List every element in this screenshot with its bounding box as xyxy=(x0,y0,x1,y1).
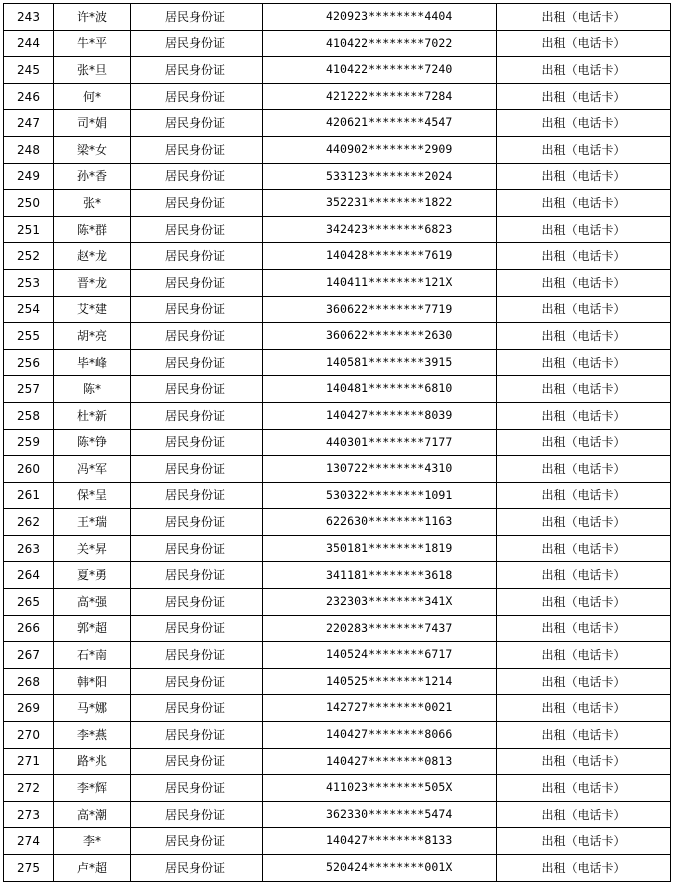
id-number-cell: 533123********2024 xyxy=(263,163,497,190)
usage-cell: 出租（电话卡） xyxy=(497,429,671,456)
id-type-cell: 居民身份证 xyxy=(131,30,263,57)
table-row xyxy=(4,110,671,137)
id-number-cell: 411023********505X xyxy=(263,775,497,802)
table-row xyxy=(4,190,671,217)
row-number-cell: 255 xyxy=(4,323,54,350)
usage-cell: 出租（电话卡） xyxy=(497,695,671,722)
records-table xyxy=(3,3,671,882)
usage-cell: 出租（电话卡） xyxy=(497,136,671,163)
id-type-cell: 居民身份证 xyxy=(131,57,263,84)
name-cell: 张* xyxy=(54,190,131,217)
id-number-cell: 410422********7240 xyxy=(263,57,497,84)
id-type-cell: 居民身份证 xyxy=(131,163,263,190)
id-type-cell: 居民身份证 xyxy=(131,402,263,429)
usage-cell: 出租（电话卡） xyxy=(497,482,671,509)
id-type-cell: 居民身份证 xyxy=(131,110,263,137)
id-number-cell: 622630********1163 xyxy=(263,509,497,536)
usage-cell: 出租（电话卡） xyxy=(497,562,671,589)
row-number-cell: 247 xyxy=(4,110,54,137)
name-cell: 冯*军 xyxy=(54,456,131,483)
id-type-cell: 居民身份证 xyxy=(131,748,263,775)
row-number-cell: 271 xyxy=(4,748,54,775)
table-row xyxy=(4,216,671,243)
table-row xyxy=(4,243,671,270)
row-number-cell: 265 xyxy=(4,589,54,616)
name-cell: 晋*龙 xyxy=(54,269,131,296)
usage-cell: 出租（电话卡） xyxy=(497,57,671,84)
table-row xyxy=(4,589,671,616)
id-type-cell: 居民身份证 xyxy=(131,855,263,882)
id-type-cell: 居民身份证 xyxy=(131,83,263,110)
row-number-cell: 270 xyxy=(4,722,54,749)
row-number-cell: 257 xyxy=(4,376,54,403)
usage-cell: 出租（电话卡） xyxy=(497,509,671,536)
id-number-cell: 420923********4404 xyxy=(263,4,497,31)
name-cell: 毕*峰 xyxy=(54,349,131,376)
row-number-cell: 248 xyxy=(4,136,54,163)
usage-cell: 出租（电话卡） xyxy=(497,589,671,616)
name-cell: 关*昇 xyxy=(54,535,131,562)
table-row xyxy=(4,509,671,536)
usage-cell: 出租（电话卡） xyxy=(497,323,671,350)
table-row xyxy=(4,429,671,456)
id-number-cell: 140524********6717 xyxy=(263,642,497,669)
id-number-cell: 410422********7022 xyxy=(263,30,497,57)
name-cell: 李*燕 xyxy=(54,722,131,749)
name-cell: 艾*建 xyxy=(54,296,131,323)
id-type-cell: 居民身份证 xyxy=(131,190,263,217)
id-number-cell: 341181********3618 xyxy=(263,562,497,589)
row-number-cell: 261 xyxy=(4,482,54,509)
name-cell: 卢*超 xyxy=(54,855,131,882)
usage-cell: 出租（电话卡） xyxy=(497,269,671,296)
table-row xyxy=(4,83,671,110)
id-type-cell: 居民身份证 xyxy=(131,429,263,456)
id-type-cell: 居民身份证 xyxy=(131,4,263,31)
table-row xyxy=(4,296,671,323)
table-row xyxy=(4,323,671,350)
row-number-cell: 251 xyxy=(4,216,54,243)
id-number-cell: 140581********3915 xyxy=(263,349,497,376)
id-type-cell: 居民身份证 xyxy=(131,615,263,642)
usage-cell: 出租（电话卡） xyxy=(497,110,671,137)
usage-cell: 出租（电话卡） xyxy=(497,748,671,775)
table-row xyxy=(4,456,671,483)
row-number-cell: 243 xyxy=(4,4,54,31)
id-number-cell: 140428********7619 xyxy=(263,243,497,270)
id-type-cell: 居民身份证 xyxy=(131,668,263,695)
usage-cell: 出租（电话卡） xyxy=(497,190,671,217)
usage-cell: 出租（电话卡） xyxy=(497,801,671,828)
usage-cell: 出租（电话卡） xyxy=(497,775,671,802)
table-row xyxy=(4,775,671,802)
id-number-cell: 530322********1091 xyxy=(263,482,497,509)
name-cell: 郭*超 xyxy=(54,615,131,642)
table-row xyxy=(4,402,671,429)
table-row xyxy=(4,482,671,509)
usage-cell: 出租（电话卡） xyxy=(497,83,671,110)
name-cell: 王*瑞 xyxy=(54,509,131,536)
name-cell: 路*兆 xyxy=(54,748,131,775)
row-number-cell: 268 xyxy=(4,668,54,695)
name-cell: 胡*亮 xyxy=(54,323,131,350)
table-row xyxy=(4,855,671,882)
usage-cell: 出租（电话卡） xyxy=(497,243,671,270)
id-number-cell: 420621********4547 xyxy=(263,110,497,137)
id-type-cell: 居民身份证 xyxy=(131,801,263,828)
id-type-cell: 居民身份证 xyxy=(131,296,263,323)
id-number-cell: 130722********4310 xyxy=(263,456,497,483)
id-number-cell: 140427********8066 xyxy=(263,722,497,749)
usage-cell: 出租（电话卡） xyxy=(497,402,671,429)
id-number-cell: 421222********7284 xyxy=(263,83,497,110)
row-number-cell: 266 xyxy=(4,615,54,642)
usage-cell: 出租（电话卡） xyxy=(497,456,671,483)
table-row xyxy=(4,57,671,84)
table-row xyxy=(4,349,671,376)
usage-cell: 出租（电话卡） xyxy=(497,615,671,642)
id-number-cell: 350181********1819 xyxy=(263,535,497,562)
usage-cell: 出租（电话卡） xyxy=(497,296,671,323)
row-number-cell: 262 xyxy=(4,509,54,536)
id-number-cell: 140525********1214 xyxy=(263,668,497,695)
table-row xyxy=(4,748,671,775)
table-row xyxy=(4,4,671,31)
row-number-cell: 253 xyxy=(4,269,54,296)
id-number-cell: 440301********7177 xyxy=(263,429,497,456)
id-number-cell: 142727********0021 xyxy=(263,695,497,722)
usage-cell: 出租（电话卡） xyxy=(497,163,671,190)
table-row xyxy=(4,535,671,562)
id-number-cell: 140427********8133 xyxy=(263,828,497,855)
usage-cell: 出租（电话卡） xyxy=(497,855,671,882)
usage-cell: 出租（电话卡） xyxy=(497,722,671,749)
row-number-cell: 252 xyxy=(4,243,54,270)
name-cell: 张*旦 xyxy=(54,57,131,84)
row-number-cell: 245 xyxy=(4,57,54,84)
row-number-cell: 244 xyxy=(4,30,54,57)
name-cell: 李* xyxy=(54,828,131,855)
usage-cell: 出租（电话卡） xyxy=(497,30,671,57)
id-type-cell: 居民身份证 xyxy=(131,775,263,802)
id-type-cell: 居民身份证 xyxy=(131,562,263,589)
table-row xyxy=(4,642,671,669)
usage-cell: 出租（电话卡） xyxy=(497,349,671,376)
row-number-cell: 254 xyxy=(4,296,54,323)
row-number-cell: 273 xyxy=(4,801,54,828)
id-type-cell: 居民身份证 xyxy=(131,243,263,270)
id-type-cell: 居民身份证 xyxy=(131,269,263,296)
row-number-cell: 275 xyxy=(4,855,54,882)
id-number-cell: 232303********341X xyxy=(263,589,497,616)
name-cell: 孙*香 xyxy=(54,163,131,190)
table-row xyxy=(4,269,671,296)
row-number-cell: 249 xyxy=(4,163,54,190)
id-type-cell: 居民身份证 xyxy=(131,349,263,376)
id-number-cell: 360622********2630 xyxy=(263,323,497,350)
row-number-cell: 256 xyxy=(4,349,54,376)
table-row xyxy=(4,722,671,749)
usage-cell: 出租（电话卡） xyxy=(497,216,671,243)
name-cell: 陈* xyxy=(54,376,131,403)
id-type-cell: 居民身份证 xyxy=(131,828,263,855)
id-type-cell: 居民身份证 xyxy=(131,589,263,616)
table-row xyxy=(4,695,671,722)
id-type-cell: 居民身份证 xyxy=(131,695,263,722)
usage-cell: 出租（电话卡） xyxy=(497,4,671,31)
name-cell: 保*呈 xyxy=(54,482,131,509)
id-type-cell: 居民身份证 xyxy=(131,482,263,509)
id-number-cell: 140481********6810 xyxy=(263,376,497,403)
row-number-cell: 259 xyxy=(4,429,54,456)
name-cell: 杜*新 xyxy=(54,402,131,429)
table-row xyxy=(4,562,671,589)
id-type-cell: 居民身份证 xyxy=(131,216,263,243)
name-cell: 高*潮 xyxy=(54,801,131,828)
row-number-cell: 250 xyxy=(4,190,54,217)
usage-cell: 出租（电话卡） xyxy=(497,828,671,855)
table-row xyxy=(4,163,671,190)
row-number-cell: 269 xyxy=(4,695,54,722)
name-cell: 李*辉 xyxy=(54,775,131,802)
name-cell: 石*南 xyxy=(54,642,131,669)
name-cell: 司*娟 xyxy=(54,110,131,137)
row-number-cell: 272 xyxy=(4,775,54,802)
id-type-cell: 居民身份证 xyxy=(131,642,263,669)
id-type-cell: 居民身份证 xyxy=(131,535,263,562)
name-cell: 陈*铮 xyxy=(54,429,131,456)
id-number-cell: 360622********7719 xyxy=(263,296,497,323)
name-cell: 夏*勇 xyxy=(54,562,131,589)
id-type-cell: 居民身份证 xyxy=(131,509,263,536)
table-row xyxy=(4,30,671,57)
table-row xyxy=(4,828,671,855)
id-number-cell: 352231********1822 xyxy=(263,190,497,217)
id-type-cell: 居民身份证 xyxy=(131,323,263,350)
name-cell: 高*强 xyxy=(54,589,131,616)
row-number-cell: 246 xyxy=(4,83,54,110)
usage-cell: 出租（电话卡） xyxy=(497,376,671,403)
row-number-cell: 267 xyxy=(4,642,54,669)
table-row xyxy=(4,801,671,828)
usage-cell: 出租（电话卡） xyxy=(497,642,671,669)
row-number-cell: 260 xyxy=(4,456,54,483)
row-number-cell: 274 xyxy=(4,828,54,855)
name-cell: 韩*阳 xyxy=(54,668,131,695)
id-number-cell: 140427********8039 xyxy=(263,402,497,429)
id-type-cell: 居民身份证 xyxy=(131,722,263,749)
table-row xyxy=(4,376,671,403)
row-number-cell: 264 xyxy=(4,562,54,589)
name-cell: 何* xyxy=(54,83,131,110)
id-number-cell: 520424********001X xyxy=(263,855,497,882)
id-number-cell: 220283********7437 xyxy=(263,615,497,642)
id-type-cell: 居民身份证 xyxy=(131,376,263,403)
usage-cell: 出租（电话卡） xyxy=(497,535,671,562)
id-number-cell: 140427********0813 xyxy=(263,748,497,775)
table-row xyxy=(4,668,671,695)
table-row xyxy=(4,615,671,642)
records-table-body xyxy=(4,4,671,882)
id-number-cell: 362330********5474 xyxy=(263,801,497,828)
name-cell: 梁*女 xyxy=(54,136,131,163)
table-row xyxy=(4,136,671,163)
usage-cell: 出租（电话卡） xyxy=(497,668,671,695)
row-number-cell: 258 xyxy=(4,402,54,429)
name-cell: 马*娜 xyxy=(54,695,131,722)
id-type-cell: 居民身份证 xyxy=(131,456,263,483)
id-number-cell: 440902********2909 xyxy=(263,136,497,163)
id-number-cell: 342423********6823 xyxy=(263,216,497,243)
name-cell: 许*波 xyxy=(54,4,131,31)
id-type-cell: 居民身份证 xyxy=(131,136,263,163)
row-number-cell: 263 xyxy=(4,535,54,562)
name-cell: 赵*龙 xyxy=(54,243,131,270)
name-cell: 陈*群 xyxy=(54,216,131,243)
name-cell: 牛*平 xyxy=(54,30,131,57)
id-number-cell: 140411********121X xyxy=(263,269,497,296)
